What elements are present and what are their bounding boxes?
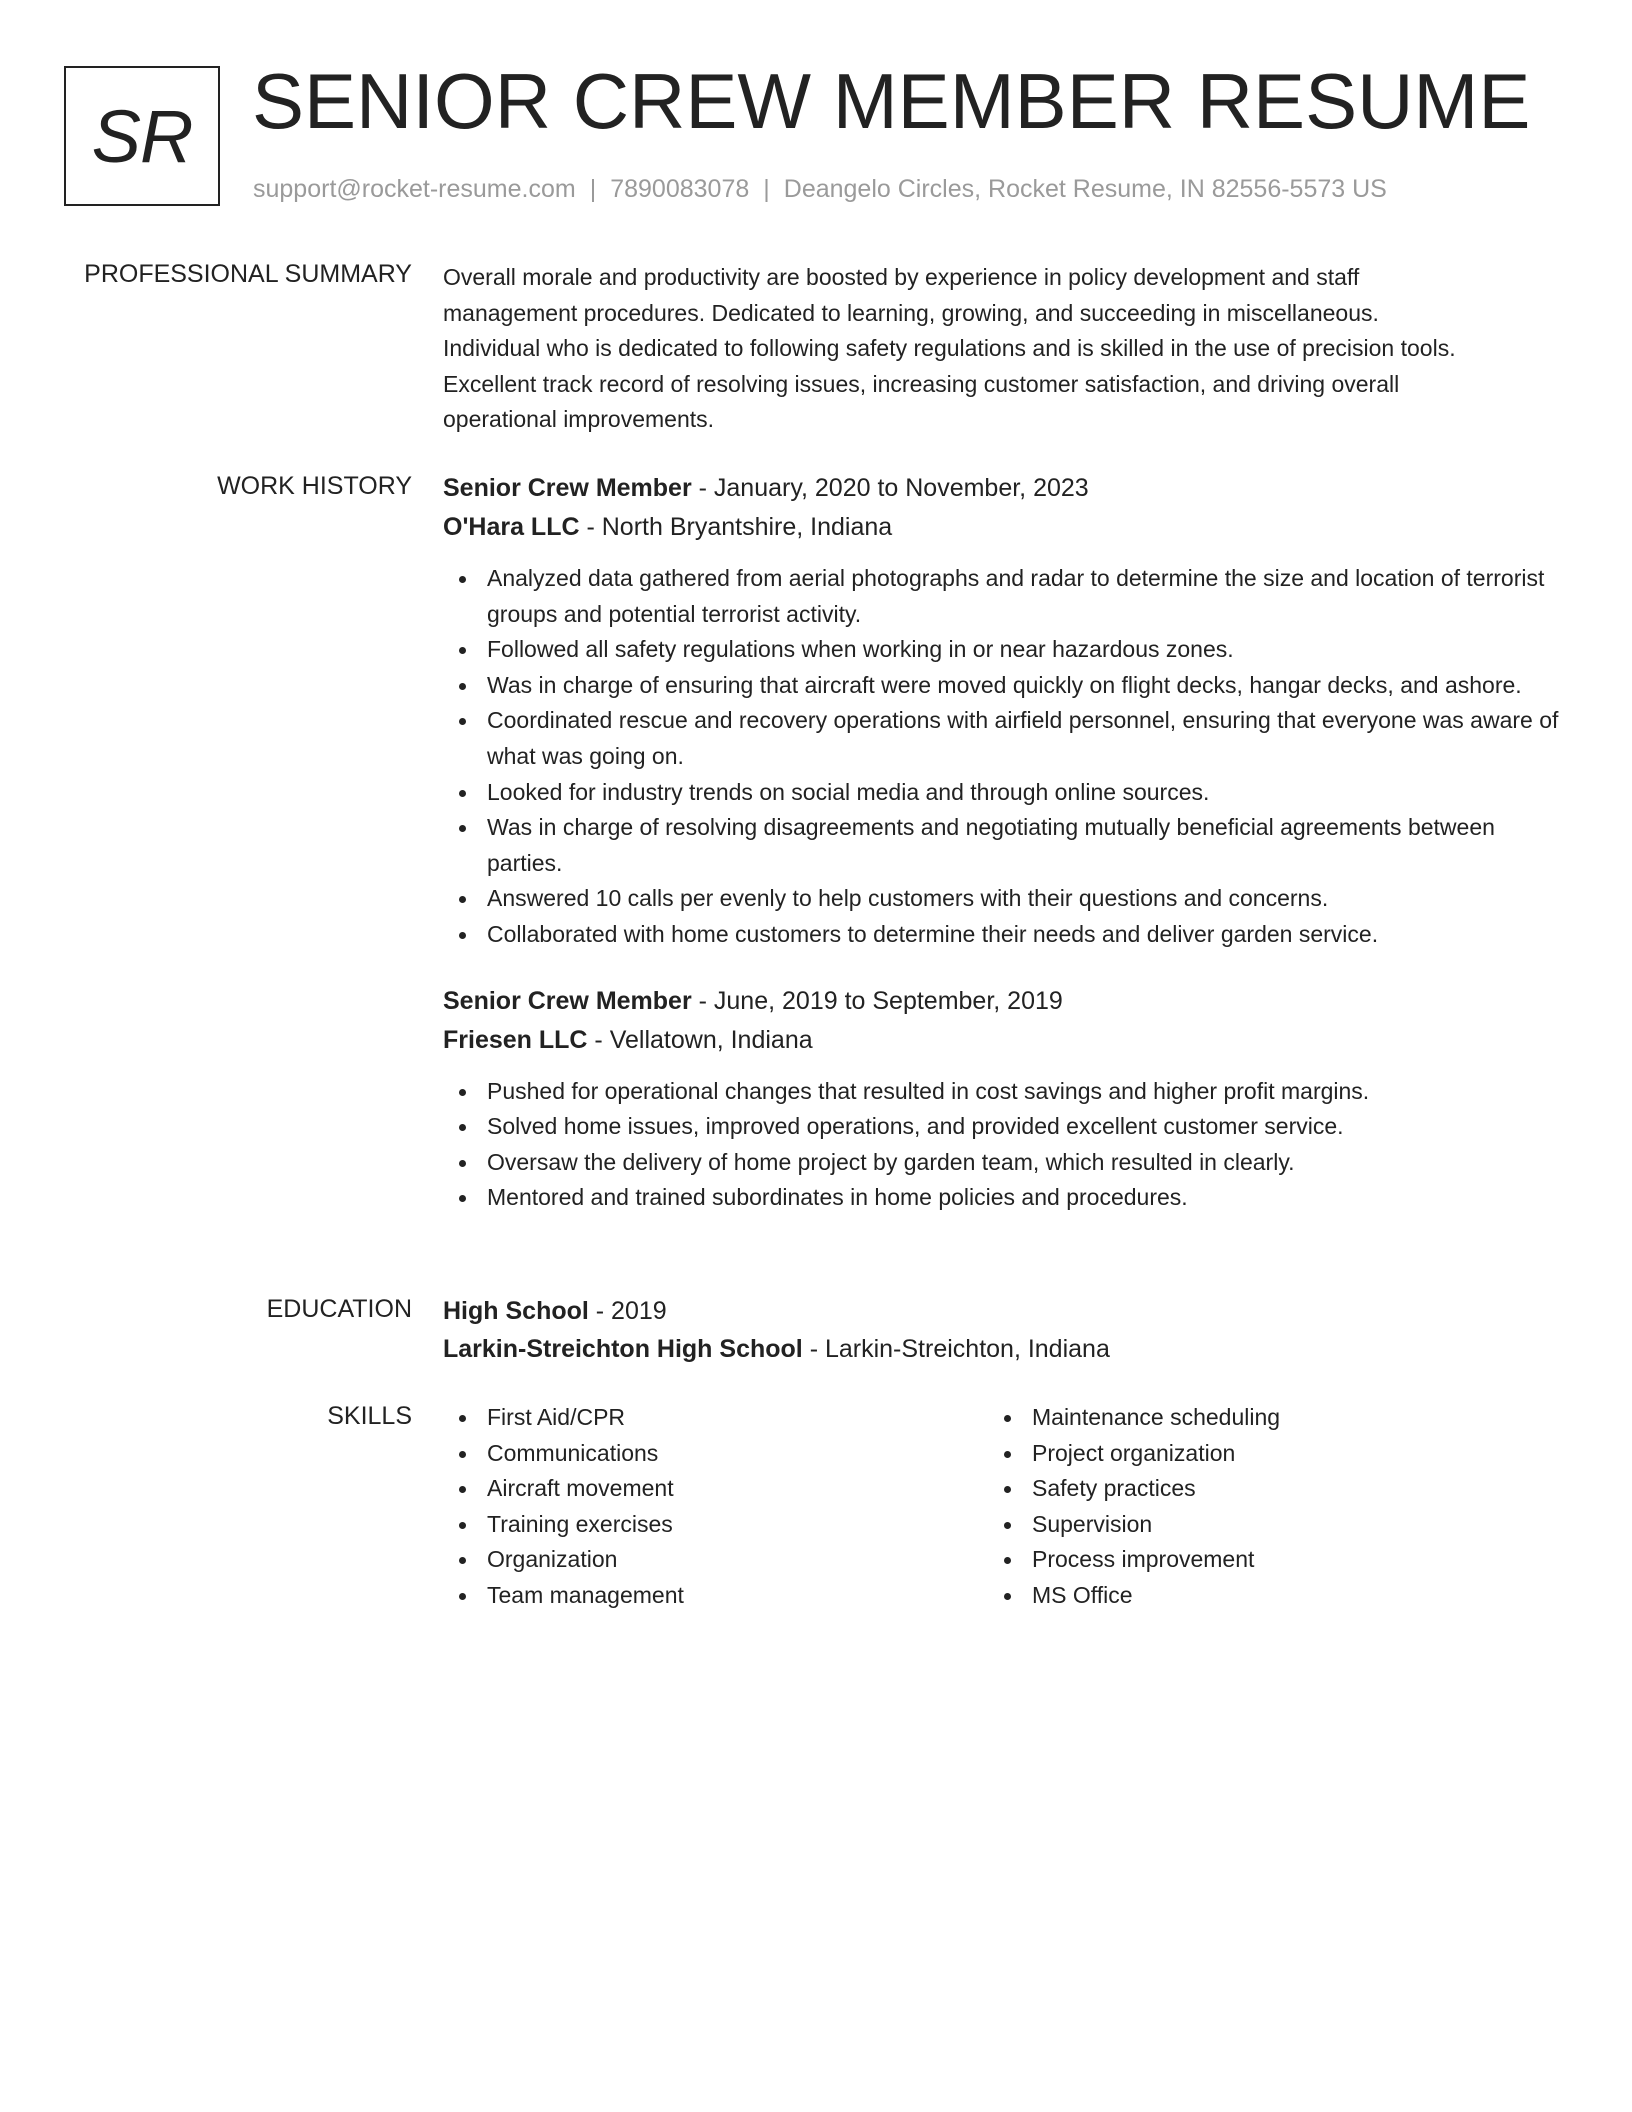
summary-body xyxy=(443,258,1563,438)
job-title-line xyxy=(443,470,1563,506)
summary-line: Individual who is dedicated to following safety regulations and is skilled in the use of precision tools. xyxy=(443,335,1456,362)
monogram-box xyxy=(64,66,220,206)
education-body xyxy=(443,1293,1563,1367)
summary-line: operational improvements. xyxy=(443,406,715,433)
list-item: Project organization xyxy=(988,1436,1508,1472)
contact-separator: | xyxy=(589,175,597,203)
job-company-line xyxy=(443,1022,1563,1058)
list-item: Oversaw the delivery of home project by garden team, which resulted in clearly. xyxy=(443,1145,1563,1181)
contact-address: Deangelo Circles, Rocket Resume, IN 82556-5573 US xyxy=(783,175,1387,203)
summary-line: Excellent track record of resolving issues, increasing customer satisfaction, and driving overall xyxy=(443,370,1400,397)
education-degree-line xyxy=(443,1293,1563,1329)
summary-line: Overall morale and productivity are boosted by experience in policy development and staff xyxy=(443,264,1360,290)
job-location: - North Bryantshire, Indiana xyxy=(579,513,893,541)
list-item: Process improvement xyxy=(988,1542,1508,1578)
list-item: Communications xyxy=(443,1436,963,1472)
list-item: Safety practices xyxy=(988,1471,1508,1507)
summary-line: management procedures. Dedicated to learning, growing, and succeeding in miscellaneous. xyxy=(443,299,1379,326)
job-dates: - January, 2020 to November, 2023 xyxy=(691,474,1089,502)
education-location: - Larkin-Streichton, Indiana xyxy=(802,1335,1110,1363)
skills-list-right xyxy=(988,1400,1508,1614)
list-item: Aircraft movement xyxy=(443,1471,963,1507)
list-item: Solved home issues, improved operations, and provided excellent customer service. xyxy=(443,1109,1563,1145)
job-entry xyxy=(443,983,1563,1216)
job-position: Senior Crew Member xyxy=(443,474,692,502)
list-item: Looked for industry trends on social media and through online sources. xyxy=(443,775,1563,811)
list-item: Organization xyxy=(443,1542,963,1578)
job-company: O'Hara LLC xyxy=(443,513,580,541)
job-title-line xyxy=(443,983,1563,1019)
list-item: First Aid/CPR xyxy=(443,1400,963,1436)
list-item: Supervision xyxy=(988,1507,1508,1543)
contact-email: support@rocket-resume.com xyxy=(253,175,576,203)
job-dates: - June, 2019 to September, 2019 xyxy=(691,986,1063,1015)
education-school-line xyxy=(443,1331,1563,1367)
job-company-line xyxy=(443,509,1563,545)
job-entry xyxy=(443,470,1563,953)
job-company: Friesen LLC xyxy=(443,1025,588,1054)
resume-title: SENIOR CREW MEMBER RESUME xyxy=(252,57,1531,145)
list-item: Maintenance scheduling xyxy=(988,1400,1508,1436)
education-school: Larkin-Streichton High School xyxy=(443,1335,803,1363)
contact-line xyxy=(253,173,1387,205)
skills-list-left xyxy=(443,1400,963,1614)
job-location: - Vellatown, Indiana xyxy=(587,1025,813,1054)
list-item: Analyzed data gathered from aerial photographs and radar to determine the size and location of terrorist groups and potential terrorist activity. xyxy=(443,561,1563,632)
section-title-education: EDUCATION xyxy=(266,1295,412,1323)
list-item: Team management xyxy=(443,1578,963,1614)
list-item: Mentored and trained subordinates in home policies and procedures. xyxy=(443,1180,1563,1216)
list-item: Coordinated rescue and recovery operations with airfield personnel, ensuring that everyone was aware of what was going on. xyxy=(443,703,1563,774)
list-item: Was in charge of resolving disagreements and negotiating mutually beneficial agreements between parties. xyxy=(443,810,1563,881)
list-item: Followed all safety regulations when working in or near hazardous zones. xyxy=(443,632,1563,668)
section-title-work-history: WORK HISTORY xyxy=(217,472,412,500)
list-item: MS Office xyxy=(988,1578,1508,1614)
job-position: Senior Crew Member xyxy=(443,986,692,1015)
list-item: Was in charge of ensuring that aircraft were moved quickly on flight decks, hangar decks, and ashore. xyxy=(443,668,1563,704)
list-item: Collaborated with home customers to determine their needs and deliver garden service. xyxy=(443,917,1563,953)
work-history-body xyxy=(443,470,1563,1216)
job-bullet-list xyxy=(443,1074,1563,1216)
contact-separator: | xyxy=(763,175,770,203)
contact-phone: 7890083078 xyxy=(610,175,750,203)
list-item: Pushed for operational changes that resulted in cost savings and higher profit margins. xyxy=(443,1074,1563,1110)
section-title-skills: SKILLS xyxy=(327,1402,412,1430)
education-degree: High School xyxy=(443,1297,589,1325)
section-title-summary: PROFESSIONAL SUMMARY xyxy=(84,260,412,288)
job-bullet-list xyxy=(443,561,1563,953)
monogram-initials: SR xyxy=(91,94,193,178)
education-year: - 2019 xyxy=(588,1297,667,1325)
list-item: Answered 10 calls per evenly to help customers with their questions and concerns. xyxy=(443,881,1563,917)
list-item: Training exercises xyxy=(443,1507,963,1543)
